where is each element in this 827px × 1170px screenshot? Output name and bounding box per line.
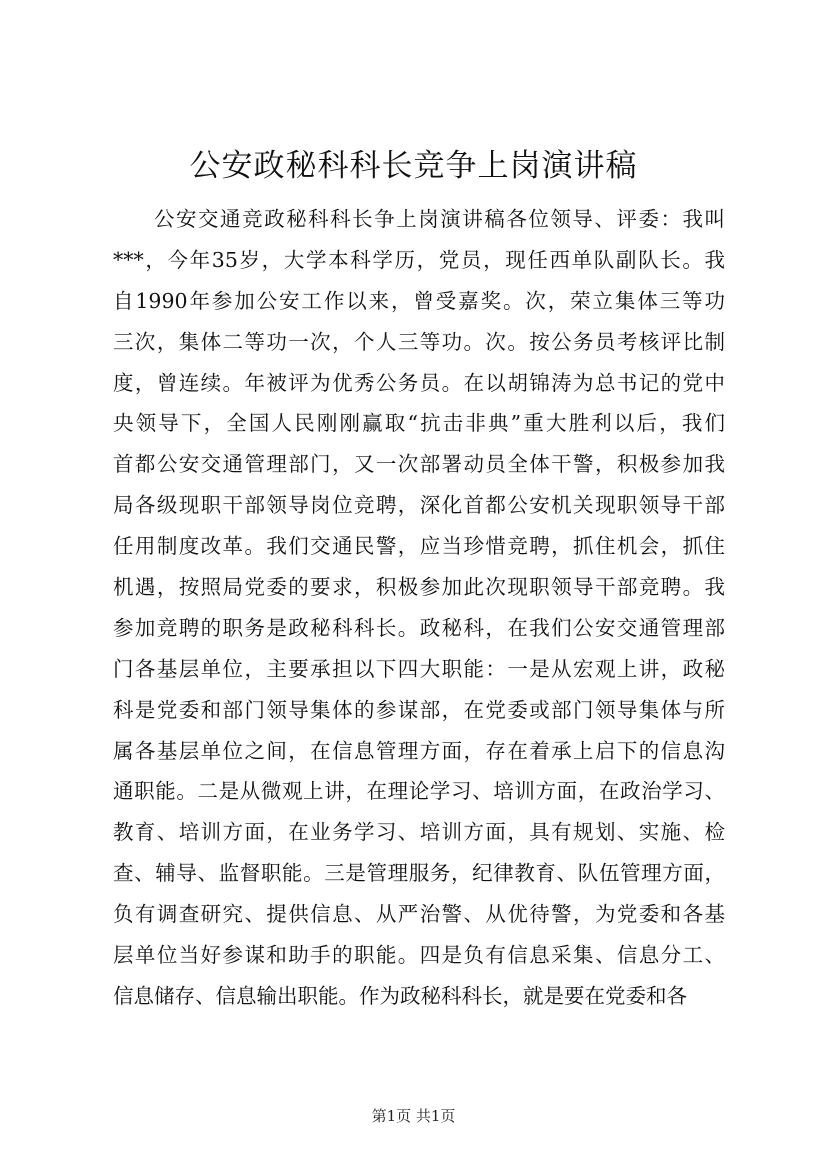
body-line: 查、辅导、监督职能。三是管理服务，纪律教育、队伍管理方面， xyxy=(113,861,725,886)
body-line: 机遇，按照局党委的要求，积极参加此次现职领导干部竞聘。我 xyxy=(113,575,725,600)
body-line: 参加竞聘的职务是政秘科科长。政秘科，在我们公安交通管理部 xyxy=(113,615,725,640)
body-line: 门各基层单位，主要承担以下四大职能：一是从宏观上讲，政秘 xyxy=(113,656,725,681)
document-body xyxy=(113,199,725,1017)
body-line: 首都公安交通管理部门，又一次部署动员全体干警，积极参加我 xyxy=(113,452,725,477)
body-line: 公安交通竞政秘科科长争上岗演讲稿各位领导、评委：我叫 xyxy=(154,207,725,231)
body-line: 局各级现职干部领导岗位竞聘，深化首都公安机关现职领导干部 xyxy=(113,493,725,518)
body-line: 央领导下，全国人民刚刚赢取“抗击非典”重大胜利以后，我们 xyxy=(113,411,725,436)
body-line: 自1990年参加公安工作以来，曾受嘉奖。次，荣立集体三等功 xyxy=(113,288,725,313)
body-line: 信息储存、信息输出职能。作为政秘科科长，就是要在党委和各 xyxy=(113,983,687,1008)
document-title: 公安政秘科科长竞争上岗演讲稿 xyxy=(189,148,638,184)
body-line: ***，今年35岁，大学本科学历，党员，现任西单队副队长。我 xyxy=(113,247,725,272)
page-footer: 第1页 共1页 xyxy=(371,1107,456,1125)
body-line: 属各基层单位之间，在信息管理方面，存在着承上启下的信息沟 xyxy=(113,738,725,763)
body-line: 度，曾连续。年被评为优秀公务员。在以胡锦涛为总书记的党中 xyxy=(113,370,725,395)
body-line: 通职能。二是从微观上讲，在理论学习、培训方面，在政治学习、 xyxy=(113,779,725,804)
body-line: 三次，集体二等功一次，个人三等功。次。按公务员考核评比制 xyxy=(113,329,725,354)
body-line: 教育、培训方面，在业务学习、培训方面，具有规划、实施、检 xyxy=(113,820,725,845)
body-line: 科是党委和部门领导集体的参谋部，在党委或部门领导集体与所 xyxy=(113,697,725,722)
body-line: 负有调查研究、提供信息、从严治警、从优待警，为党委和各基 xyxy=(113,902,725,927)
body-line: 层单位当好参谋和助手的职能。四是负有信息采集、信息分工、 xyxy=(113,943,725,968)
body-line: 任用制度改革。我们交通民警，应当珍惜竞聘，抓住机会，抓住 xyxy=(113,534,725,559)
